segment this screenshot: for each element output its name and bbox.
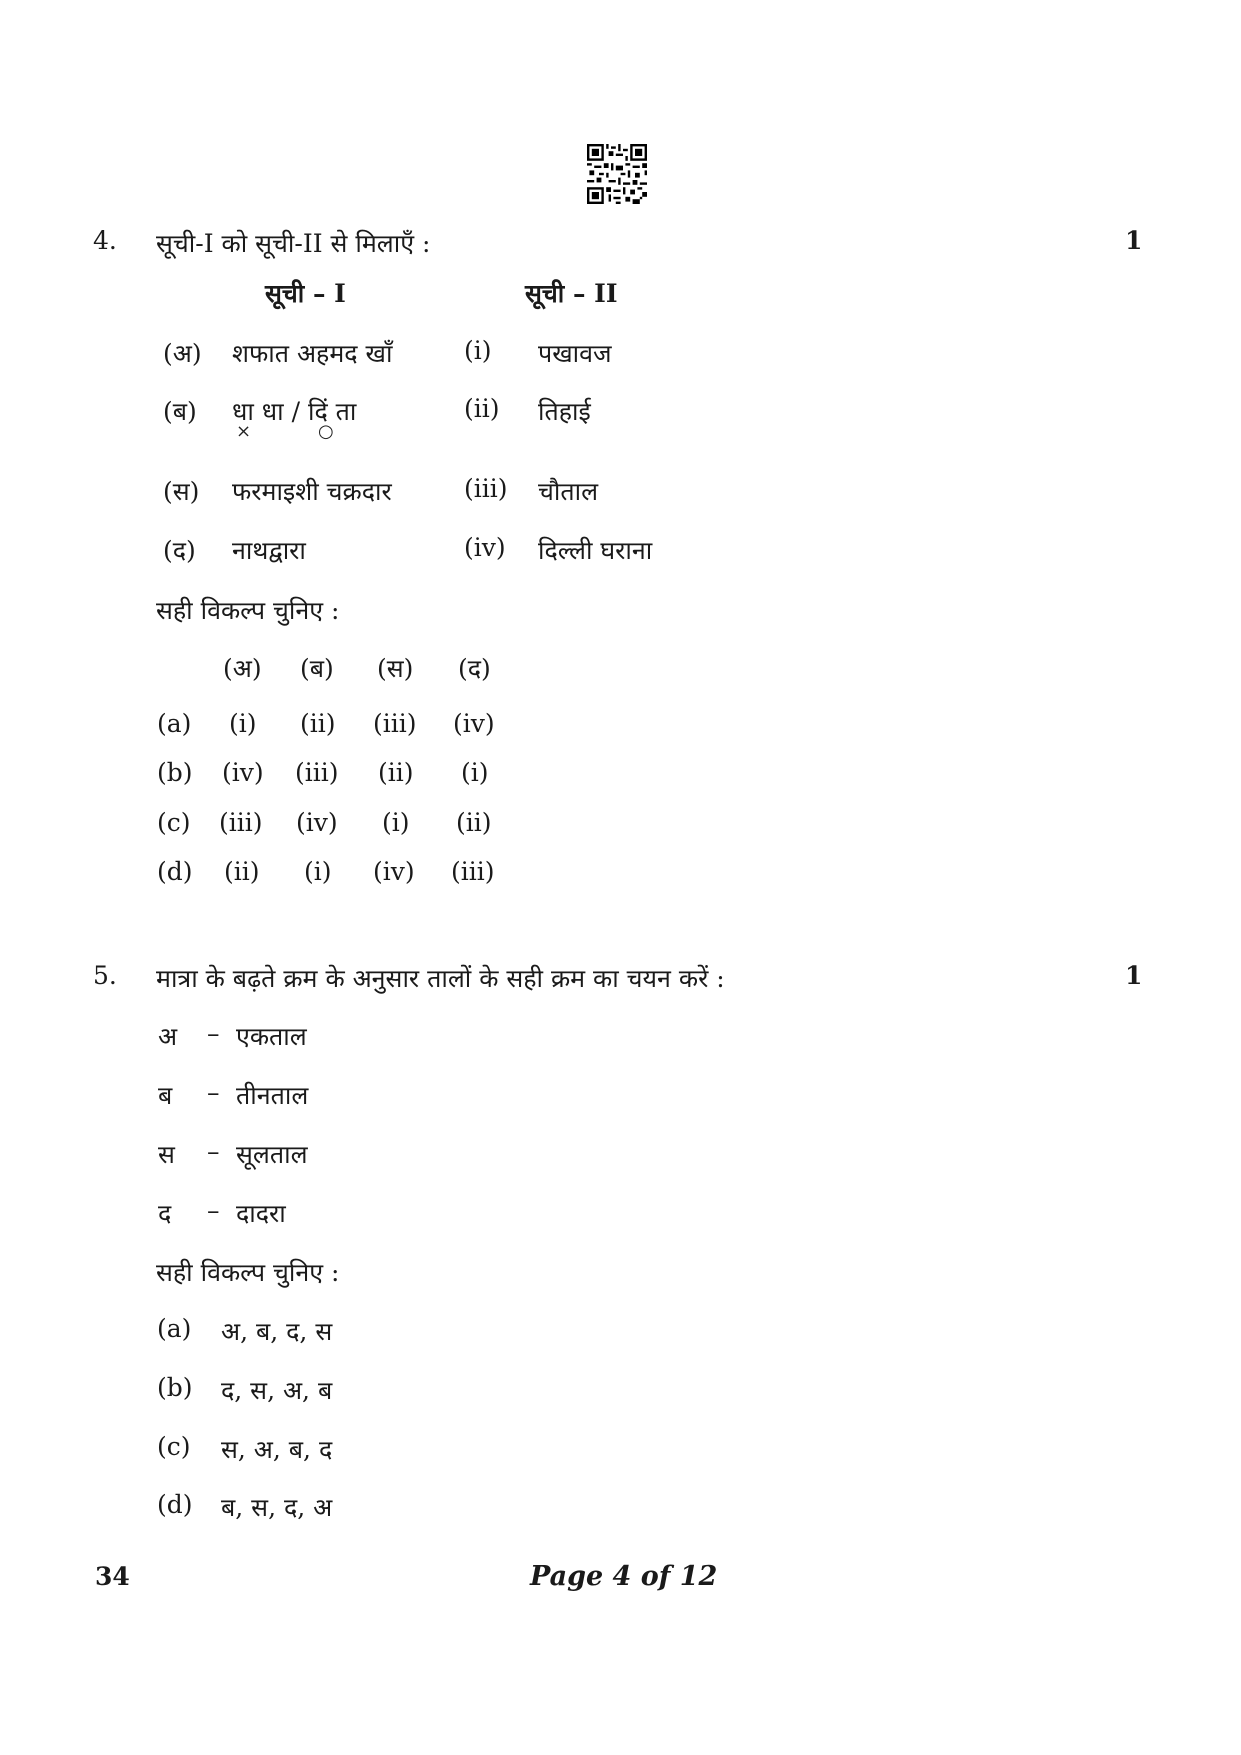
taal-letter: द bbox=[158, 1199, 172, 1228]
list-1-label: (द) bbox=[163, 536, 196, 565]
paper-code: 34 bbox=[95, 1562, 130, 1591]
question-5-text: मात्रा के बढ़ते क्रम के अनुसार तालों के सही क्रम का चयन करें : bbox=[156, 964, 725, 993]
taal-cross-mark: × bbox=[236, 421, 252, 442]
option-label: (c) bbox=[157, 1432, 191, 1461]
option-value: (iv) bbox=[296, 808, 338, 837]
list-2-label: (iv) bbox=[464, 533, 506, 562]
taal-name: सूलताल bbox=[236, 1140, 308, 1169]
question-4-number: 4. bbox=[93, 226, 117, 255]
option-label: (a) bbox=[157, 1314, 192, 1343]
option-text: स, अ, ब, द bbox=[221, 1435, 333, 1464]
option-label: (d) bbox=[157, 1490, 193, 1519]
option-header: (स) bbox=[377, 654, 414, 683]
question-4-prompt: सही विकल्प चुनिए : bbox=[156, 596, 340, 625]
taal-letter: अ bbox=[158, 1022, 178, 1051]
taal-khali-mark: ○ bbox=[318, 421, 334, 442]
option-value: (iv) bbox=[373, 857, 415, 886]
option-value: (ii) bbox=[300, 709, 336, 738]
taal-letter: ब bbox=[158, 1081, 173, 1110]
taal-name: तीनताल bbox=[236, 1081, 309, 1110]
list-1-item: शफात अहमद खाँ bbox=[232, 339, 393, 368]
option-label: (b) bbox=[157, 1373, 193, 1402]
question-4-marks: 1 bbox=[1125, 226, 1143, 255]
option-value: (i) bbox=[461, 758, 489, 787]
taal-name: एकताल bbox=[236, 1022, 307, 1051]
option-value: (i) bbox=[304, 857, 332, 886]
option-value: (i) bbox=[382, 808, 410, 837]
list-2-label: (ii) bbox=[464, 394, 500, 423]
option-value: (iii) bbox=[373, 709, 417, 738]
question-5-marks: 1 bbox=[1125, 961, 1143, 990]
list-2-heading: सूची – II bbox=[525, 279, 618, 308]
taal-dash: – bbox=[207, 1196, 220, 1225]
list-1-item: फरमाइशी चक्रदार bbox=[232, 477, 392, 506]
option-value: (iii) bbox=[219, 808, 263, 837]
option-text: अ, ब, द, स bbox=[221, 1317, 333, 1346]
list-2-item: दिल्ली घराना bbox=[538, 536, 653, 565]
question-4-text: सूची-I को सूची-II से मिलाएँ : bbox=[156, 229, 431, 258]
option-header: (द) bbox=[458, 654, 491, 683]
list-2-item: तिहाई bbox=[538, 397, 591, 426]
list-1-item: धा धा / दिं ता bbox=[232, 397, 357, 426]
option-value: (iv) bbox=[453, 709, 495, 738]
option-text: द, स, अ, ब bbox=[221, 1376, 333, 1405]
list-1-label: (ब) bbox=[163, 397, 197, 426]
list-1-label: (अ) bbox=[163, 339, 202, 368]
option-header: (अ) bbox=[223, 654, 262, 683]
option-label: (c) bbox=[157, 808, 191, 837]
taal-dash: – bbox=[207, 1137, 220, 1166]
taal-name: दादरा bbox=[236, 1199, 286, 1228]
question-5-prompt: सही विकल्प चुनिए : bbox=[156, 1258, 340, 1287]
list-2-item: चौताल bbox=[538, 477, 599, 506]
option-label: (b) bbox=[157, 758, 193, 787]
option-value: (ii) bbox=[224, 857, 260, 886]
option-header: (ब) bbox=[300, 654, 334, 683]
qr-code-icon bbox=[587, 143, 647, 205]
taal-letter: स bbox=[158, 1140, 175, 1169]
list-1-item: नाथद्वारा bbox=[232, 536, 306, 565]
page-number: Page 4 of 12 bbox=[530, 1561, 718, 1592]
option-value: (ii) bbox=[456, 808, 492, 837]
question-5-number: 5. bbox=[93, 961, 117, 990]
list-1-heading: सूची – I bbox=[265, 279, 346, 308]
taal-dash: – bbox=[207, 1078, 220, 1107]
list-1-label: (स) bbox=[163, 477, 200, 506]
option-value: (i) bbox=[229, 709, 257, 738]
list-2-label: (i) bbox=[464, 336, 492, 365]
list-2-item: पखावज bbox=[538, 339, 612, 368]
option-label: (d) bbox=[157, 857, 193, 886]
option-value: (iv) bbox=[222, 758, 264, 787]
option-label: (a) bbox=[157, 709, 192, 738]
list-2-label: (iii) bbox=[464, 474, 508, 503]
option-value: (ii) bbox=[378, 758, 414, 787]
taal-dash: – bbox=[207, 1019, 220, 1048]
option-value: (iii) bbox=[295, 758, 339, 787]
option-value: (iii) bbox=[451, 857, 495, 886]
option-text: ब, स, द, अ bbox=[221, 1493, 333, 1522]
